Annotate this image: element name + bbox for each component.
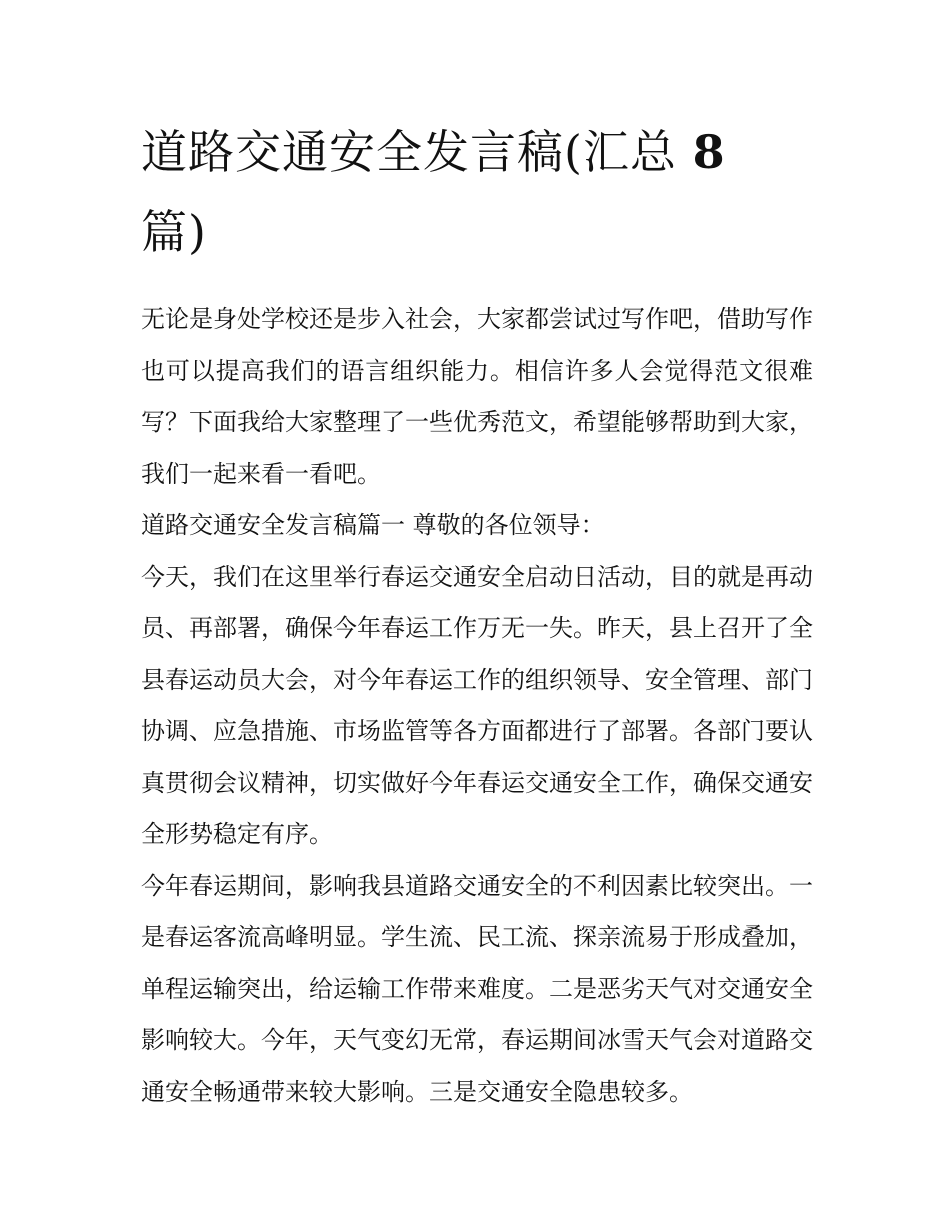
body-paragraph: 今年春运期间，影响我县道路交通安全的不利因素比较突出。一是春运客流高峰明显。学生流、民工流、探亲流易于形成叠加，单程运输突出，给运输工作带来难度。二是恶劣天气对交通安全影响较大。今年，天气变幻无常，春运期间冰雪天气会对道路交通安全畅通带来较大影响。三是交通安全隐患较多。 [141, 871, 813, 1106]
document-title [141, 112, 813, 272]
title-number: 8 [692, 125, 726, 179]
intro-paragraph: 无论是身处学校还是步入社会，大家都尝试过写作吧，借助写作也可以提高我们的语言组织能力。相信许多人会觉得范文很难写？下面我给大家整理了一些优秀范文，希望能够帮助到大家，我们一起来看一看吧。 [141, 305, 813, 488]
title-end-text: 篇) [141, 205, 207, 259]
document-body [141, 112, 813, 1118]
section-heading-paragraph: 道路交通安全发言稿篇一 尊敬的各位领导： [141, 511, 605, 539]
title-main-text: 道路交通安全发言稿(汇总 [141, 125, 677, 179]
body-paragraph: 今天，我们在这里举行春运交通安全启动日活动，目的就是再动员、再部署，确保今年春运工作万无一失。昨天，县上召开了全县春运动员大会，对今年春运工作的组织领导、安全管理、部门协调、应急措施、市场监管等各方面都进行了部署。各部门要认真贯彻会议精神，切实做好今年春运交通安全工作，确保交通安全形势稳定有序。 [141, 562, 813, 848]
